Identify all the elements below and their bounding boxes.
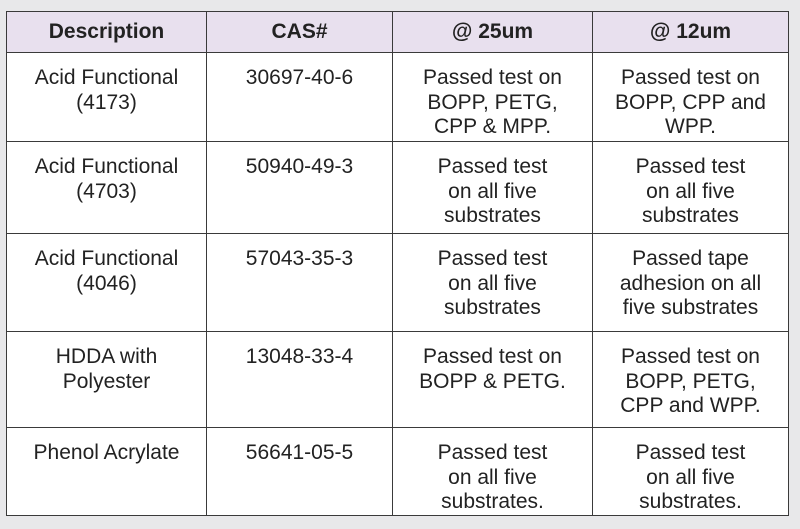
- cell-cas: [207, 332, 393, 428]
- description-text: Acid Functional (4046): [34, 247, 179, 295]
- header-cas: CAS#: [207, 12, 393, 53]
- result-25um-text: Passed test on all five substrates.: [437, 441, 548, 513]
- cell-cas: [207, 53, 393, 142]
- result-25um-text: Passed test on BOPP & PETG.: [419, 345, 566, 393]
- description-text: HDDA with Polyester: [55, 345, 158, 393]
- description-text: Phenol Acrylate: [33, 441, 180, 464]
- results-table: [6, 11, 789, 516]
- cell-description: [7, 428, 207, 516]
- cas-text: 50940-49-3: [245, 155, 354, 178]
- cas-text: 57043-35-3: [245, 247, 354, 270]
- table-row: [7, 428, 789, 516]
- cell-description: [7, 332, 207, 428]
- table-row: [7, 142, 789, 234]
- cell-description: [7, 142, 207, 234]
- description-text: Acid Functional (4173): [34, 66, 179, 114]
- cell-12um: [593, 142, 789, 234]
- table-row: [7, 53, 789, 142]
- header-description: Description: [7, 12, 207, 53]
- cell-25um: [393, 428, 593, 516]
- cell-cas: [207, 234, 393, 332]
- result-25um-text: Passed test on all five substrates: [437, 155, 548, 227]
- cell-25um: [393, 332, 593, 428]
- cell-description: [7, 234, 207, 332]
- cell-12um: [593, 332, 789, 428]
- cell-25um: [393, 53, 593, 142]
- result-12um-text: Passed test on BOPP, CPP and WPP.: [615, 66, 766, 138]
- header-25um: @ 25um: [393, 12, 593, 53]
- cell-cas: [207, 142, 393, 234]
- cas-text: 13048-33-4: [245, 345, 354, 368]
- table-body: [7, 53, 789, 516]
- table-row: [7, 234, 789, 332]
- result-25um-text: Passed test on BOPP, PETG, CPP & MPP.: [423, 66, 562, 138]
- cell-12um: [593, 428, 789, 516]
- cell-12um: [593, 234, 789, 332]
- cell-cas: [207, 428, 393, 516]
- header-12um: @ 12um: [593, 12, 789, 53]
- result-25um-text: Passed test on all five substrates: [437, 247, 548, 319]
- result-12um-text: Passed test on all five substrates.: [635, 441, 746, 513]
- cell-description: [7, 53, 207, 142]
- cell-25um: [393, 234, 593, 332]
- cas-text: 30697-40-6: [245, 66, 354, 89]
- result-12um-text: Passed tape adhesion on all five substrates: [619, 247, 762, 319]
- cas-text: 56641-05-5: [245, 441, 354, 464]
- description-text: Acid Functional (4703): [34, 155, 179, 203]
- header-row: [7, 12, 789, 53]
- result-12um-text: Passed test on all five substrates: [635, 155, 746, 227]
- table-row: [7, 332, 789, 428]
- table-header: [7, 12, 789, 53]
- cell-12um: [593, 53, 789, 142]
- cell-25um: [393, 142, 593, 234]
- result-12um-text: Passed test on BOPP, PETG, CPP and WPP.: [620, 345, 761, 417]
